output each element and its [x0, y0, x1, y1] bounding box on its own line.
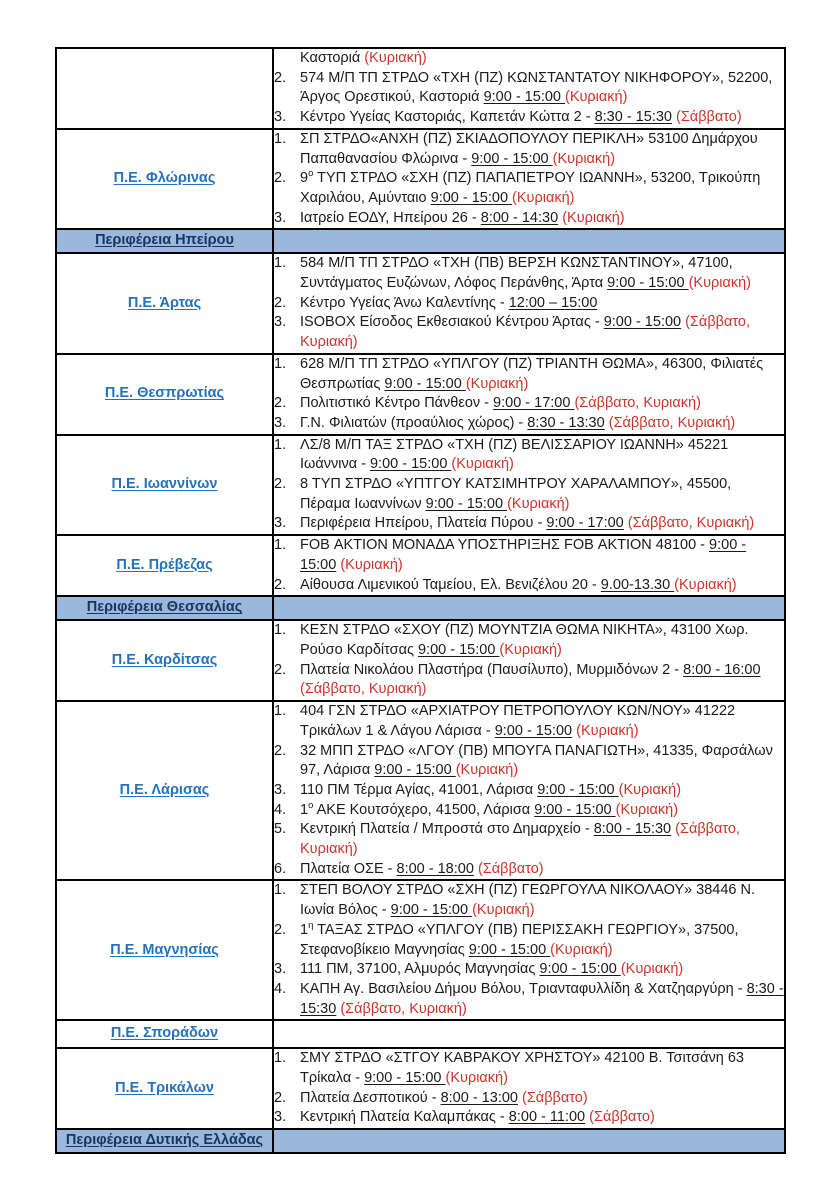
location-item: [274, 313, 784, 352]
location-item-text: ΣΤΕΠ ΒΟΛΟΥ ΣΤΡΔΟ «ΣΧΗ (ΠΖ) ΓΕΩΡΓΟΥΛΑ ΝΙΚΟΛΑΟΥ» 38446 Ν. Ιωνία Βόλος - 9:00 - 15:00 (Κυριακή): [300, 882, 755, 919]
location-item-text: ΚΕΣΝ ΣΤΡΔΟ «ΣΧΟΥ (ΠΖ) ΜΟΥΝΤΖΙΑ ΘΩΜΑ ΝΙΚΗΤΑ», 43100 Χωρ. Ρούσο Καρδίτσας 9:00 - 15:00 (Κυριακή): [300, 622, 749, 658]
location-item-number: 2.: [274, 294, 287, 311]
location-item-text: Αίθουσα Λιμενικού Ταμείου, Ελ. Βενιζέλου 20 - 9.00-13.30 (Κυριακή): [300, 576, 737, 593]
location-item-text: Κέντρο Υγείας Άνω Καλεντίνης - 12:00 – 15:00: [300, 294, 598, 311]
location-item-number: 3.: [274, 961, 287, 978]
location-item: [274, 661, 784, 700]
location-item-text: 574 Μ/Π ΤΠ ΣΤΡΔΟ «ΤΧΗ (ΠΖ) ΚΩΝΣΤΑΝΤΑΤΟΥ ΝΙΚΗΦΟΡΟΥ», 52200, Άργος Ορεστικού, Καστοριά 9:00 - 15:00 (Κυριακή): [300, 69, 773, 106]
location-item-text: Περιφέρεια Ηπείρου, Πλατεία Πύρου - 9:00 - 17:00 (Σάββατο, Κυριακή): [300, 515, 755, 532]
locations-cell: [273, 701, 785, 880]
location-item: [274, 980, 784, 1019]
region-name-cell: [56, 701, 273, 880]
location-item-number: 1.: [274, 130, 287, 147]
location-item: [274, 820, 784, 859]
band-title-cell: [56, 229, 273, 253]
region-band-title: Περιφέρεια Δυτικής Ελλάδας: [65, 1132, 264, 1149]
location-item-text: 110 ΠΜ Τέρμα Αγίας, 41001, Λάρισα 9:00 - 15:00 (Κυριακή): [300, 781, 682, 798]
location-item: [274, 621, 784, 660]
location-item-text: 32 ΜΠΠ ΣΤΡΔΟ «ΛΓΟΥ (ΠΒ) ΜΠΟΥΓΑ ΠΑΝΑΓΙΩΤΗ», 41335, Φαρσάλων 97, Λάρισα 9:00 - 15:00 (Κυριακή): [300, 742, 773, 779]
location-item: [274, 781, 784, 801]
table-row: [56, 354, 785, 435]
region-link[interactable]: Π.Ε. Ιωαννίνων: [111, 476, 218, 493]
location-item: [274, 475, 784, 514]
table-row: [56, 48, 785, 129]
region-name-cell: [56, 620, 273, 701]
region-link[interactable]: Π.Ε. Μαγνησίας: [110, 941, 219, 958]
location-item: [274, 49, 784, 69]
location-item-number: 1.: [274, 622, 287, 639]
location-item-text: 628 Μ/Π ΤΠ ΣΤΡΔΟ «ΥΠΛΓΟΥ (ΠΖ) ΤΡΙΑΝΤΗ ΘΩΜΑ», 46300, Φιλιατές Θεσπρωτίας 9:00 - 15:00 (Κυριακή): [300, 355, 764, 392]
location-item-number: 2.: [274, 1089, 287, 1106]
table-row: [56, 1020, 785, 1048]
region-link[interactable]: Π.Ε. Θεσπρωτίας: [104, 385, 225, 402]
region-name-cell: [56, 48, 273, 129]
location-item-number: 6.: [274, 860, 287, 877]
location-item-text: 8 ΤΥΠ ΣΤΡΔΟ «ΥΠΤΓΟΥ ΚΑΤΣΙΜΗΤΡΟΥ ΧΑΡΑΛΑΜΠΟΥ», 45500, Πέραμα Ιωαννίνων 9:00 - 15:00 (Κυριακή): [300, 476, 732, 512]
location-item: [274, 536, 784, 575]
location-item-text: ΣΠ ΣΤΡΔΟ«ΑΝΧΗ (ΠΖ) ΣΚΙΑΔΟΠΟΥΛΟΥ ΠΕΡΙΚΛΗ» 53100 Δημάρχου Παπαθανασίου Φλώρινα - 9:00 - 15:00 (Κυριακή): [300, 130, 758, 167]
table-row: [56, 129, 785, 230]
region-name-cell: [56, 354, 273, 435]
region-link[interactable]: Π.Ε. Φλώρινας: [113, 170, 216, 187]
table-row: [56, 620, 785, 701]
location-item-number: 3.: [274, 109, 287, 126]
region-band-row: [56, 1129, 785, 1153]
location-item-number: 1.: [274, 355, 287, 372]
location-item: [274, 209, 784, 229]
location-item-text: ΚΑΠΗ Αγ. Βασιλείου Δήμου Βόλου, Τριανταφυλλίδη & Χατζηαργύρη - 8:30 - 15:30 (Σάββατο, Κυριακή): [300, 980, 784, 1017]
location-item: [274, 921, 784, 960]
locations-cell: [273, 1048, 785, 1129]
table-row: [56, 1048, 785, 1129]
location-item: [274, 294, 784, 314]
region-name-cell: [56, 435, 273, 536]
region-band-row: [56, 229, 785, 253]
location-item-number: 2.: [274, 69, 287, 86]
location-item: [274, 514, 784, 534]
location-item: [274, 254, 784, 293]
band-empty-cell: [273, 229, 785, 253]
table-row: [56, 701, 785, 880]
location-item-text: 584 Μ/Π ΤΠ ΣΤΡΔΟ «ΤΧΗ (ΠΒ) ΒΕΡΣΗ ΚΩΝΣΤΑΝΤΙΝΟΥ», 47100, Συντάγματος Ευζώνων, Λόφος Περάνθης, Άρτα 9:00 - 15:00 (Κυριακή): [300, 255, 752, 292]
location-item-text: Κέντρο Υγείας Καστοριάς, Καπετάν Κώττα 2 - 8:30 - 15:30 (Σάββατο): [300, 109, 742, 126]
location-item: [274, 1108, 784, 1128]
locations-cell: [273, 354, 785, 435]
location-item-number: 2.: [274, 921, 287, 938]
location-item-text: ΣΜΥ ΣΤΡΔΟ «ΣΤΓΟΥ ΚΑΒΡΑΚΟΥ ΧΡΗΣΤΟΥ» 42100 Β. Τσιτσάνη 63 Τρίκαλα - 9:00 - 15:00 (Κυριακή): [300, 1050, 744, 1087]
location-item-number: 4.: [274, 980, 287, 997]
regions-table-body: [56, 48, 785, 1153]
location-item-number: 2.: [274, 476, 287, 493]
region-link[interactable]: Π.Ε. Πρέβεζας: [116, 556, 213, 573]
locations-cell: [273, 535, 785, 596]
location-item-text: $9^o$ ΤΥΠ ΣΤΡΔΟ «ΣΧΗ (ΠΖ) ΠΑΠΑΠΕΤΡΟΥ ΙΩΑΝΝΗ», 53200, Τρικούπη Χαριλάου, Αμύνταιο 9:00 - 15:00 (Κυριακή): [300, 168, 761, 206]
location-item-text: Πολιτιστικό Κέντρο Πάνθεον - 9:00 - 17:00 (Σάββατο, Κυριακή): [300, 395, 701, 412]
location-item-number: 1.: [274, 1050, 287, 1067]
table-row: [56, 435, 785, 536]
locations-cell: [273, 620, 785, 701]
location-item-number: 1.: [274, 537, 287, 554]
table-row: [56, 880, 785, 1020]
location-item: [274, 576, 784, 596]
location-item-number: 5.: [274, 821, 287, 838]
region-band-title: Περιφέρεια Θεσσαλίας: [86, 599, 243, 616]
location-item-text: Ιατρείο ΕΟΔΥ, Ηπείρου 26 - 8:00 - 14:30 (Κυριακή): [300, 209, 625, 226]
location-item: [274, 414, 784, 434]
region-name-cell: [56, 1020, 273, 1048]
location-item-text: FOB ΑΚΤΙΟΝ ΜΟΝΑΔΑ ΥΠΟΣΤΗΡΙΞΗΣ FOB ΑΚΤΙΟΝ 48100 - 9:00 - 15:00 (Κυριακή): [300, 537, 747, 573]
location-item-number: 2.: [274, 170, 287, 187]
region-name-cell: [56, 253, 273, 354]
location-item-number: 1.: [274, 436, 287, 453]
location-item-number: 3.: [274, 1109, 287, 1126]
locations-cell: [273, 253, 785, 354]
location-item-number: 1.: [274, 882, 287, 899]
location-item-text: Κεντρική Πλατεία / Μπροστά στο Δημαρχείο - 8:00 - 15:30 (Σάββατο, Κυριακή): [300, 821, 741, 858]
locations-cell: [273, 435, 785, 536]
locations-cell: [273, 129, 785, 230]
location-item-text: Γ.Ν. Φιλιατών (προαύλιος χώρος) - 8:30 - 13:30 (Σάββατο, Κυριακή): [300, 414, 736, 431]
location-item-text: $1^o$ ΑΚΕ Κουτσόχερο, 41500, Λάρισα 9:00 - 15:00 (Κυριακή): [300, 799, 679, 818]
region-link[interactable]: Π.Ε. Τρικάλων: [115, 1079, 214, 1096]
location-item-number: 2.: [274, 661, 287, 678]
location-item: [274, 1089, 784, 1109]
region-band-title: Περιφέρεια Ηπείρου: [95, 232, 234, 249]
region-link[interactable]: Π.Ε. Καρδίτσας: [111, 651, 218, 668]
location-item: [274, 801, 784, 821]
location-item-number: 1.: [274, 255, 287, 272]
region-band-row: [56, 596, 785, 620]
band-empty-cell: [273, 596, 785, 620]
location-item: [274, 436, 784, 475]
band-title-cell: [56, 596, 273, 620]
location-item-text: ΛΣ/8 Μ/Π ΤΑΞ ΣΤΡΔΟ «ΤΧΗ (ΠΖ) ΒΕΛΙΣΣΑΡΙΟΥ ΙΩΑΝΝΗ» 45221 Ιωάννινα - 9:00 - 15:00 (Κυριακή): [300, 436, 729, 473]
band-empty-cell: [273, 1129, 785, 1153]
location-item: [274, 69, 784, 108]
location-item: [274, 881, 784, 920]
location-item-text: Καστοριά (Κυριακή): [300, 50, 427, 66]
location-item-number: 3.: [274, 414, 287, 431]
region-link[interactable]: Π.Ε. Σποράδων: [110, 1025, 219, 1042]
region-name-cell: [56, 129, 273, 230]
region-name-cell: [56, 1048, 273, 1129]
location-item-number: 4.: [274, 801, 287, 818]
location-item-number: 1.: [274, 703, 287, 720]
location-item-number: 2.: [274, 576, 287, 593]
locations-cell: [273, 48, 785, 129]
location-item-number: 2.: [274, 395, 287, 412]
location-item-number: 3.: [274, 314, 287, 331]
table-row: [56, 535, 785, 596]
band-title-cell: [56, 1129, 273, 1153]
region-link[interactable]: Π.Ε. Λάρισας: [119, 781, 210, 798]
table-row: [56, 253, 785, 354]
location-item-text: Πλατεία ΟΣΕ - 8:00 - 18:00 (Σάββατο): [300, 860, 544, 877]
location-item-text: $1^\eta$ ΤΑΞΑΣ ΣΤΡΔΟ «ΥΠΛΓΟΥ (ΠΒ) ΠΕΡΙΣΣΑΚΗ ΓΕΩΡΓΙΟΥ», 37500, Στεφανοβίκειο Μαγνησίας 9:00 - 15:00 (Κυριακή): [300, 920, 739, 958]
location-item-text: ISOBOX Είσοδος Εκθεσιακού Κέντρου Άρτας - 9:00 - 15:00 (Σάββατο, Κυριακή): [300, 314, 750, 351]
location-item-text: Πλατεία Νικολάου Πλαστήρα (Παυσίλυπο), Μυρμιδόνων 2 - 8:00 - 16:00 (Σάββατο, Κυριακή): [300, 661, 761, 698]
locations-cell: [273, 880, 785, 1020]
region-name-cell: [56, 535, 273, 596]
location-item: [274, 742, 784, 781]
regions-table: [55, 47, 786, 1154]
location-item: [274, 355, 784, 394]
location-item-number: 3.: [274, 515, 287, 532]
location-item-text: Πλατεία Δεσποτικού - 8:00 - 13:00 (Σάββατο): [300, 1089, 588, 1106]
location-item: [274, 130, 784, 169]
region-name-cell: [56, 880, 273, 1020]
location-item: [274, 169, 784, 208]
location-item-text: Κεντρική Πλατεία Καλαμπάκας - 8:00 - 11:00 (Σάββατο): [300, 1109, 655, 1126]
location-item-number: 3.: [274, 209, 287, 226]
location-item: [274, 394, 784, 414]
locations-cell: [273, 1020, 785, 1048]
location-item-number: 2.: [274, 742, 287, 759]
location-item: [274, 960, 784, 980]
location-item-text: 111 ΠΜ, 37100, Αλμυρός Μαγνησίας 9:00 - 15:00 (Κυριακή): [300, 961, 684, 978]
location-item-number: 3.: [274, 781, 287, 798]
location-item: [274, 108, 784, 128]
location-item: [274, 860, 784, 880]
location-item: [274, 702, 784, 741]
region-link[interactable]: Π.Ε. Άρτας: [127, 294, 202, 311]
location-item-text: 404 ΓΣΝ ΣΤΡΔΟ «ΑΡΧΙΑΤΡΟΥ ΠΕΤΡΟΠΟΥΛΟΥ ΚΩΝ/ΝΟΥ» 41222 Τρικάλων 1 & Λάγου Λάρισα - 9:00 - 15:00 (Κυριακή): [300, 703, 736, 739]
location-item: [274, 1049, 784, 1088]
